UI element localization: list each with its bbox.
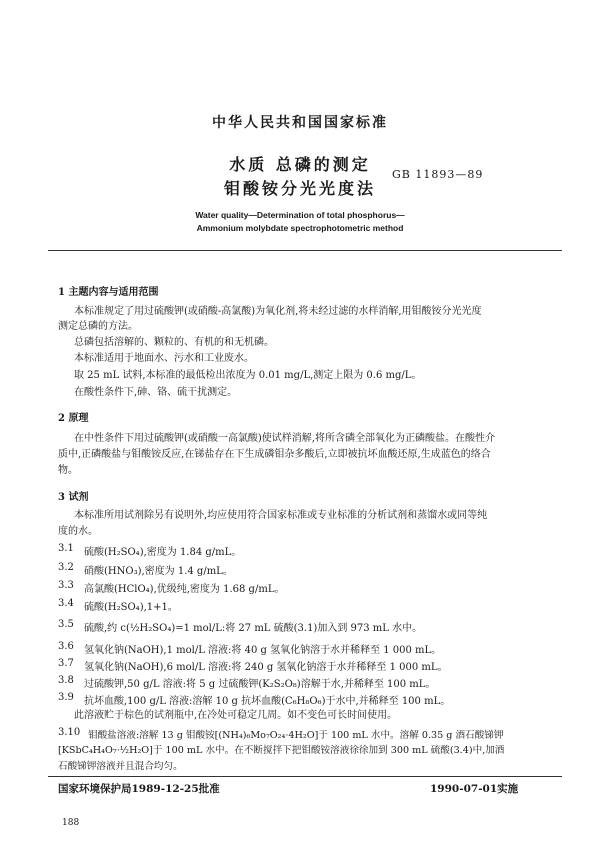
title-en-line2: Ammonium molybdate spectrophotometric method	[196, 223, 404, 233]
section2-line: 在中性条件下用过硫酸钾(或硝酸一高氯酸)使试样消解,将所含磷全部氧化为正磷酸盐。在酸性介	[74, 433, 495, 444]
reagent-text: 抗坏血酸,100 g/L 溶液:溶解 10 g 抗坏血酸(C₆H₈O₆)于水中,并稀释至 100 mL。	[84, 696, 451, 707]
reagent-number: 3.10	[58, 727, 81, 738]
implementation-date: 1990-07-01实施	[430, 783, 519, 795]
section1-line: 取 25 mL 试料,本标准的最低检出浓度为 0.01 mg/L,测定上限为 0.6 mg/L。	[74, 370, 422, 381]
reagent-text: 高氯酸(HClO₄),优级纯,密度为 1.68 g/mL。	[84, 584, 285, 595]
page-number: 188	[62, 818, 80, 828]
section3-intro-line: 本标准所用试剂除另有说明外,均应使用符合国家标准或专业标准的分析试剂和蒸馏水或同等纯	[74, 510, 488, 521]
reagent-number: 3.8	[58, 675, 74, 686]
section1-line: 测定总磷的方法。	[58, 321, 138, 332]
section1-heading: 1 主题内容与适用范围	[58, 287, 159, 298]
section2-line: 质中,正磷酸盐与钼酸铵反应,在锑盐存在下生成磷钼杂多酸后,立即被抗坏血酸还原,生成蓝色的络合	[58, 449, 491, 460]
approval-date: 国家环境保护局1989-12-25批准	[58, 783, 220, 795]
reagent-text: 氢氧化钠(NaOH),1 mol/L 溶液:将 40 g 氢氧化钠溶于水并稀释至 1 000 mL。	[84, 645, 442, 656]
reagent-text: 氢氧化钠(NaOH),6 mol/L 溶液:将 240 g 氢氧化钠溶于水并稀释至 1 000 mL。	[84, 662, 448, 673]
gb-code: GB 11893—89	[392, 168, 484, 181]
section1-line: 总磷包括溶解的、颗粒的、有机的和无机磷。	[74, 337, 274, 348]
reagent-text: 石酸锑钾溶液并且混合均匀。	[58, 761, 183, 772]
section2-line: 物。	[58, 465, 78, 476]
reagent-number: 3.2	[58, 562, 74, 573]
section1-line: 本标准规定了用过硫酸钾(或硝酸-高氯酸)为氧化剂,将未经过滤的水样消解,用钼酸铵分光光度	[74, 306, 482, 317]
reagent-text: 硝酸(HNO₃),密度为 1.4 g/mL。	[84, 566, 233, 577]
title-cn-line1: 水质 总磷的测定	[229, 155, 371, 174]
reagent-number: 3.5	[58, 619, 74, 630]
section3-heading: 3 试剂	[58, 492, 89, 503]
reagent-number: 3.1	[58, 543, 74, 554]
reagent-number: 3.4	[58, 598, 74, 609]
section1-line: 在酸性条件下,砷、铬、硫干扰测定。	[74, 387, 238, 398]
bottom-divider	[48, 776, 562, 777]
reagent-text: [KSbC₄H₄O₇·½H₂O]于 100 mL 水中。在不断搅拌下把钼酸铵溶液徐徐加到 300 mL 硫酸(3.4)中,加酒	[58, 745, 505, 756]
reagent-text: 硫酸,约 c(½H₂SO₄)=1 mol/L:将 27 mL 硫酸(3.1)加入到 973 mL 水中。	[84, 623, 423, 634]
reagent-number: 3.7	[58, 658, 74, 669]
reagent-text: 钼酸盐溶液:溶解 13 g 钼酸铵[(NH₄)₆Mo₇O₂₄·4H₂O]于 100 mL 水中。溶解 0.35 g 酒石酸锑钾	[88, 730, 504, 741]
title-cn-line2: 钼酸铵分光光度法	[223, 179, 376, 198]
reagent-text: 过硫酸钾,50 g/L 溶液:将 5 g 过硫酸钾(K₂S₂O₈)溶解于水,并稀释至 100 mL。	[84, 679, 436, 690]
section2-heading: 2 原理	[58, 413, 89, 424]
reagent-number: 3.6	[58, 641, 74, 652]
reagent-note: 此溶液贮于棕色的试剂瓶中,在冷处可稳定几周。如不变色可长时间使用。	[74, 710, 398, 721]
reagent-number: 3.9	[58, 692, 74, 703]
reagent-number: 3.3	[58, 580, 74, 591]
reagent-text: 硫酸(H₂SO₄),密度为 1.84 g/mL。	[84, 547, 242, 558]
reagent-text: 硫酸(H₂SO₄),1+1。	[84, 602, 178, 613]
title-en-line1: Water quality—Determination of total phosphorus—	[195, 210, 405, 220]
top-divider	[48, 250, 562, 251]
section1-line: 本标准适用于地面水、污水和工业废水。	[74, 353, 254, 364]
section3-intro-line: 度的水。	[58, 526, 98, 537]
standard-header: 中华人民共和国国家标准	[212, 115, 388, 131]
